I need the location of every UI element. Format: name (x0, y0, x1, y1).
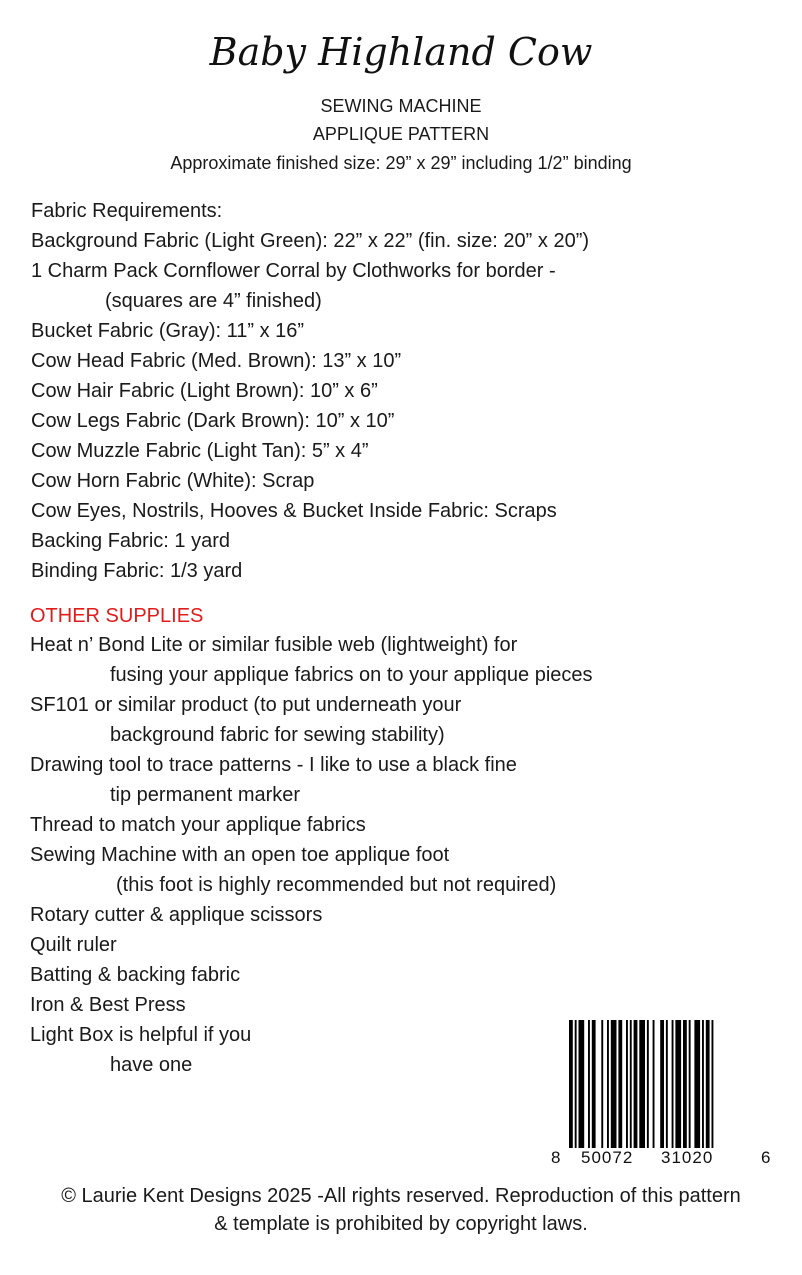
fabric-item: Cow Legs Fabric (Dark Brown): 10” x 10” (31, 410, 395, 432)
barcode-bar (706, 1020, 710, 1148)
supply-item: Drawing tool to trace patterns - I like to use a black fine (30, 754, 517, 776)
fabric-item: Backing Fabric: 1 yard (31, 530, 230, 552)
fabric-heading: Fabric Requirements: (31, 200, 223, 222)
pattern-title: Baby Highland Cow (209, 30, 593, 74)
fabric-item: 1 Charm Pack Cornflower Corral by Clothworks for border - (31, 260, 556, 282)
other-supplies-section (30, 630, 750, 1080)
other-supplies-heading: OTHER SUPPLIES (30, 605, 204, 627)
barcode-lead-digit: 8 (551, 1148, 562, 1167)
barcode-bar (653, 1020, 655, 1148)
barcode-bar (675, 1020, 681, 1148)
fabric-item: Cow Muzzle Fabric (Light Tan): 5” x 4” (31, 440, 369, 462)
barcode-bar (588, 1020, 590, 1148)
supply-item: Rotary cutter & applique scissors (30, 904, 323, 926)
fabric-item: Cow Hair Fabric (Light Brown): 10” x 6” (31, 380, 378, 402)
supply-item: Heat n’ Bond Lite or similar fusible web (lightweight) for (30, 634, 518, 656)
fabric-item: Background Fabric (Light Green): 22” x 22” (fin. size: 20” x 20”) (31, 230, 590, 252)
supply-item: SF101 or similar product (to put underneath your (30, 694, 462, 716)
barcode-bar (639, 1020, 645, 1148)
supply-item-cont: fusing your applique fabrics on to your applique pieces (110, 664, 593, 686)
subtitle-applique-pattern: APPLIQUE PATTERN (312, 124, 490, 144)
supply-item-cont: background fabric for sewing stability) (110, 724, 445, 746)
barcode-bar (702, 1020, 704, 1148)
supply-item: Light Box is helpful if you (30, 1024, 252, 1046)
subtitle-sewing-machine: SEWING MACHINE (320, 96, 482, 116)
barcode-bar (630, 1020, 632, 1148)
fabric-item-note: (squares are 4” finished) (105, 290, 322, 312)
supply-item: Thread to match your applique fabrics (30, 814, 366, 836)
barcode-bar (634, 1020, 638, 1148)
barcode-bar (569, 1020, 573, 1148)
barcode-bar (579, 1020, 585, 1148)
barcode-bar (694, 1020, 700, 1148)
copyright-footer (0, 1182, 802, 1238)
fabric-requirements-section (31, 196, 751, 586)
barcode (549, 1020, 777, 1172)
barcode-bar (683, 1020, 687, 1148)
barcode-bar (666, 1020, 668, 1148)
barcode-bar (626, 1020, 628, 1148)
barcode-bar (660, 1020, 664, 1148)
barcode-bar (611, 1020, 617, 1148)
barcode-bar (607, 1020, 609, 1148)
finished-size: Approximate finished size: 29” x 29” including 1/2” binding (170, 153, 632, 173)
barcode-right-digits: 31020 (661, 1148, 714, 1167)
fabric-item: Cow Horn Fabric (White): Scrap (31, 470, 315, 492)
supply-item-cont: tip permanent marker (110, 784, 301, 806)
supply-item: Sewing Machine with an open toe applique foot (30, 844, 450, 866)
supply-item-cont: (this foot is highly recommended but not required) (116, 874, 557, 896)
fabric-item: Binding Fabric: 1/3 yard (31, 560, 243, 582)
supply-item: Quilt ruler (30, 934, 117, 956)
fabric-item: Cow Head Fabric (Med. Brown): 13” x 10” (31, 350, 402, 372)
supply-item: Batting & backing fabric (30, 964, 241, 986)
barcode-left-digits: 50072 (581, 1148, 634, 1167)
barcode-bar (592, 1020, 596, 1148)
barcode-bar (647, 1020, 649, 1148)
barcode-bar (712, 1020, 714, 1148)
fabric-item: Bucket Fabric (Gray): 11” x 16” (31, 320, 305, 342)
barcode-bar (672, 1020, 674, 1148)
barcode-bar (601, 1020, 603, 1148)
barcode-bar (618, 1020, 622, 1148)
copyright-line-1: © Laurie Kent Designs 2025 -All rights reserved. Reproduction of this pattern (61, 1185, 741, 1207)
supply-item-cont: have one (110, 1054, 193, 1076)
barcode-bar (575, 1020, 577, 1148)
barcode-trail-digit: 6 (761, 1148, 772, 1167)
fabric-item: Cow Eyes, Nostrils, Hooves & Bucket Inside Fabric: Scraps (31, 500, 557, 522)
supply-item: Iron & Best Press (30, 994, 186, 1016)
copyright-line-2: & template is prohibited by copyright laws. (214, 1213, 588, 1235)
barcode-bar (689, 1020, 691, 1148)
